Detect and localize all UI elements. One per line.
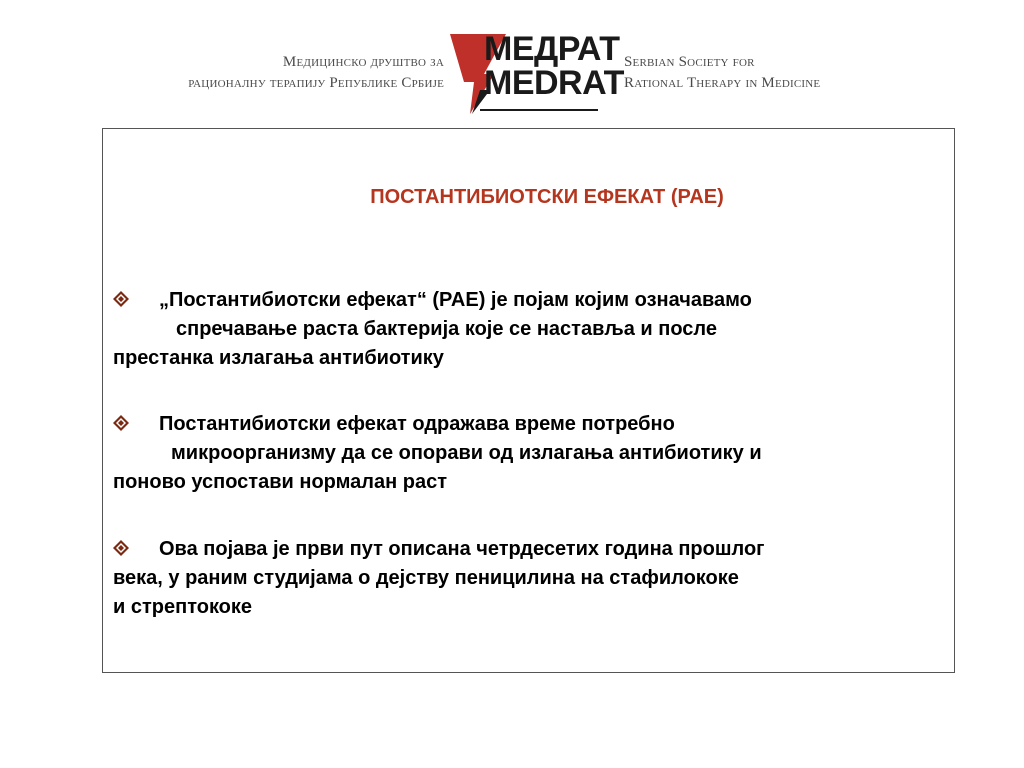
society-name-english-line2: Rational Therapy in Medicine [624, 75, 821, 91]
society-name-serbian [122, 52, 444, 94]
diamond-bullet-icon [113, 291, 129, 307]
society-name-english [624, 52, 884, 94]
bullet-line [113, 286, 953, 315]
slide-title: ПОСТАНТИБИОТСКИ ЕФЕКАТ (PAE) [370, 186, 724, 208]
bullet-3-line-2: века, у раним студијама о дејству пеницилина на стафилококе [113, 567, 739, 589]
bullet-3-line-1: Ова појава је први пут описана четрдесетих година прошлог [159, 538, 765, 560]
diamond-bullet-icon [113, 540, 129, 556]
bullet-2-line-3: поново успостави нормалан раст [113, 471, 447, 493]
society-name-serbian-line1: Медицинско друштво за [282, 54, 444, 70]
bullet-2-line-1: Постантибиотски ефекат одражава време потребно [159, 413, 675, 435]
bullet-line [113, 535, 953, 564]
bullet-1-line-3: престанка излагања антибиотику [113, 347, 444, 369]
bullet-1-line-2: спречавање раста бактерија које се наставља и после [176, 318, 717, 340]
bullet-line [113, 410, 953, 439]
logo-text-cyrillic: МЕДРАТ [484, 30, 620, 68]
society-name-serbian-line2: рационалну терапију Републике Србије [188, 75, 444, 91]
logo-text-latin: MEDRAT [484, 64, 624, 102]
bullet-3-line-3: и стрептококе [113, 596, 253, 618]
bullet-paragraph-1 [113, 286, 953, 373]
bullet-1-line-1: „Постантибиотски ефекат“ (PAE) је појам којим означавамо [159, 289, 752, 311]
bullet-paragraph-3 [113, 535, 953, 622]
diamond-bullet-icon [113, 415, 129, 431]
society-name-english-line1: Serbian Society for [624, 54, 755, 70]
bullet-paragraph-2 [113, 410, 953, 497]
bullet-2-line-2: микроорганизму да се опорави од излагања антибиотику и [171, 442, 762, 464]
